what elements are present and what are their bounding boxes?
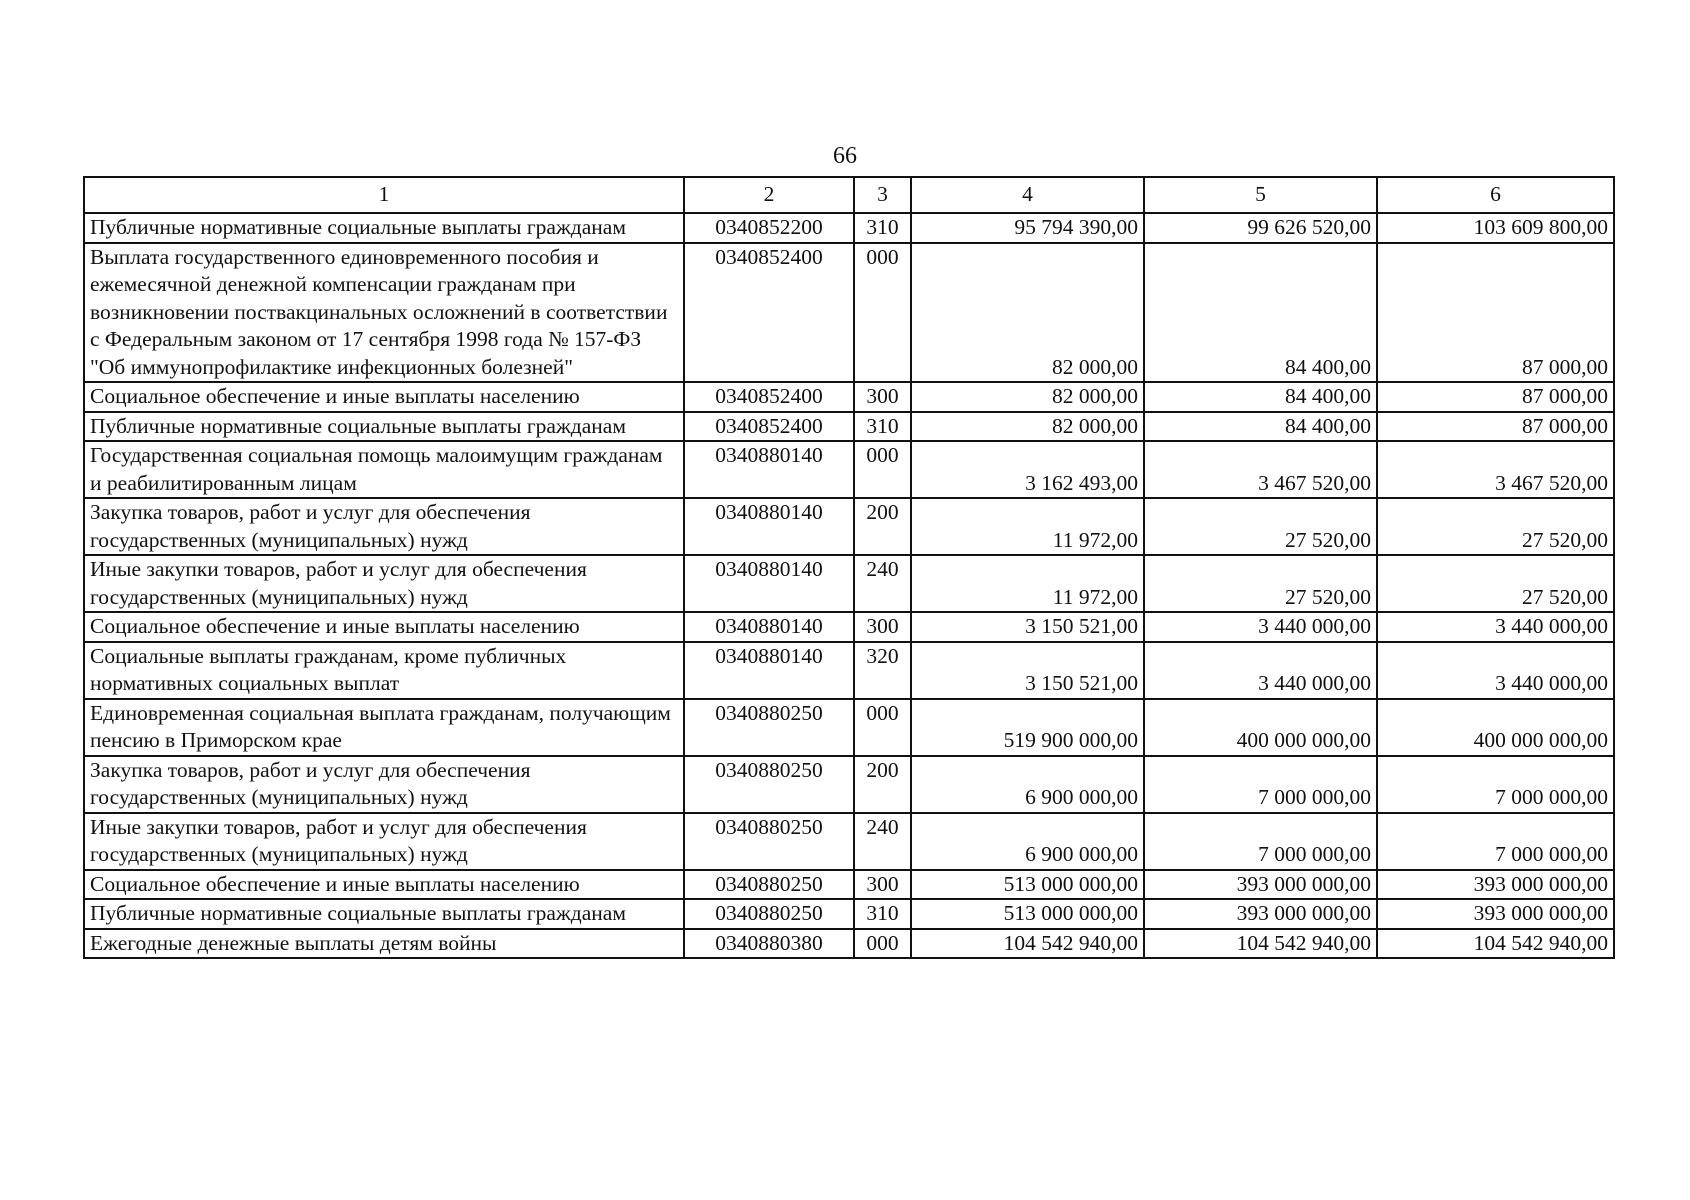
row-description: Социальное обеспечение и иные выплаты населению	[84, 612, 684, 642]
target-article-code: 0340880140	[684, 498, 854, 555]
amount-year-3: 27 520,00	[1377, 498, 1614, 555]
amount-year-1: 95 794 390,00	[911, 213, 1144, 243]
page-number: 66	[833, 143, 857, 169]
amount-year-2: 3 440 000,00	[1144, 612, 1377, 642]
expense-type-code: 000	[854, 441, 911, 498]
row-description: Публичные нормативные социальные выплаты гражданам	[84, 899, 684, 929]
expense-type-code: 240	[854, 555, 911, 612]
target-article-code: 0340852400	[684, 412, 854, 442]
column-header-5: 5	[1144, 177, 1377, 213]
amount-year-1: 3 162 493,00	[911, 441, 1144, 498]
amount-year-1: 11 972,00	[911, 498, 1144, 555]
column-header-1: 1	[84, 177, 684, 213]
amount-year-1: 6 900 000,00	[911, 813, 1144, 870]
amount-year-3: 87 000,00	[1377, 243, 1614, 383]
row-description: Социальное обеспечение и иные выплаты населению	[84, 382, 684, 412]
target-article-code: 0340880140	[684, 612, 854, 642]
table-row	[84, 498, 1614, 555]
amount-year-3: 7 000 000,00	[1377, 813, 1614, 870]
target-article-code: 0340880140	[684, 441, 854, 498]
row-description: Иные закупки товаров, работ и услуг для обеспечения государственных (муниципальных) нужд	[84, 813, 684, 870]
amount-year-1: 82 000,00	[911, 382, 1144, 412]
amount-year-3: 103 609 800,00	[1377, 213, 1614, 243]
expense-type-code: 300	[854, 612, 911, 642]
amount-year-1: 513 000 000,00	[911, 870, 1144, 900]
amount-year-3: 87 000,00	[1377, 382, 1614, 412]
amount-year-2: 393 000 000,00	[1144, 899, 1377, 929]
amount-year-2: 84 400,00	[1144, 243, 1377, 383]
table-row	[84, 213, 1614, 243]
amount-year-3: 3 440 000,00	[1377, 612, 1614, 642]
target-article-code: 0340880250	[684, 756, 854, 813]
row-description: Ежегодные денежные выплаты детям войны	[84, 929, 684, 959]
table-row	[84, 555, 1614, 612]
target-article-code: 0340880380	[684, 929, 854, 959]
amount-year-2: 7 000 000,00	[1144, 813, 1377, 870]
table-row	[84, 929, 1614, 959]
target-article-code: 0340880250	[684, 870, 854, 900]
expense-type-code: 200	[854, 498, 911, 555]
row-description: Закупка товаров, работ и услуг для обеспечения государственных (муниципальных) нужд	[84, 756, 684, 813]
amount-year-2: 3 440 000,00	[1144, 642, 1377, 699]
row-description: Государственная социальная помощь малоимущим гражданам и реабилитированным лицам	[84, 441, 684, 498]
expense-type-code: 310	[854, 213, 911, 243]
table-row	[84, 412, 1614, 442]
expense-type-code: 000	[854, 929, 911, 959]
amount-year-2: 27 520,00	[1144, 498, 1377, 555]
column-header-4: 4	[911, 177, 1144, 213]
expense-type-code: 300	[854, 870, 911, 900]
expense-type-code: 240	[854, 813, 911, 870]
column-header-3: 3	[854, 177, 911, 213]
amount-year-2: 99 626 520,00	[1144, 213, 1377, 243]
expense-type-code: 300	[854, 382, 911, 412]
table-row	[84, 699, 1614, 756]
amount-year-1: 513 000 000,00	[911, 899, 1144, 929]
table-row	[84, 756, 1614, 813]
expense-type-code: 200	[854, 756, 911, 813]
target-article-code: 0340880250	[684, 813, 854, 870]
amount-year-2: 84 400,00	[1144, 412, 1377, 442]
target-article-code: 0340880250	[684, 699, 854, 756]
amount-year-1: 6 900 000,00	[911, 756, 1144, 813]
amount-year-3: 393 000 000,00	[1377, 899, 1614, 929]
expense-type-code: 310	[854, 899, 911, 929]
target-article-code: 0340852200	[684, 213, 854, 243]
expense-type-code: 320	[854, 642, 911, 699]
amount-year-1: 3 150 521,00	[911, 612, 1144, 642]
table-row	[84, 899, 1614, 929]
amount-year-1: 519 900 000,00	[911, 699, 1144, 756]
row-description: Публичные нормативные социальные выплаты гражданам	[84, 412, 684, 442]
budget-table	[83, 176, 1615, 959]
amount-year-1: 11 972,00	[911, 555, 1144, 612]
target-article-code: 0340880140	[684, 642, 854, 699]
amount-year-1: 82 000,00	[911, 243, 1144, 383]
column-header-6: 6	[1377, 177, 1614, 213]
amount-year-3: 7 000 000,00	[1377, 756, 1614, 813]
amount-year-3: 27 520,00	[1377, 555, 1614, 612]
row-description: Публичные нормативные социальные выплаты гражданам	[84, 213, 684, 243]
amount-year-2: 3 467 520,00	[1144, 441, 1377, 498]
amount-year-3: 3 467 520,00	[1377, 441, 1614, 498]
row-description: Иные закупки товаров, работ и услуг для обеспечения государственных (муниципальных) нужд	[84, 555, 684, 612]
expense-type-code: 000	[854, 243, 911, 383]
table-header-row	[84, 177, 1614, 213]
amount-year-2: 7 000 000,00	[1144, 756, 1377, 813]
amount-year-3: 87 000,00	[1377, 412, 1614, 442]
amount-year-2: 400 000 000,00	[1144, 699, 1377, 756]
amount-year-2: 27 520,00	[1144, 555, 1377, 612]
table-row	[84, 642, 1614, 699]
row-description: Социальные выплаты гражданам, кроме публичных нормативных социальных выплат	[84, 642, 684, 699]
row-description: Социальное обеспечение и иные выплаты населению	[84, 870, 684, 900]
expense-type-code: 310	[854, 412, 911, 442]
amount-year-3: 3 440 000,00	[1377, 642, 1614, 699]
target-article-code: 0340852400	[684, 243, 854, 383]
row-description: Выплата государственного единовременного пособия и ежемесячной денежной компенсации гражданам при возникновении поствакцинальных осложнений в соответствии с Федеральным законом от 17 сентября 1998 года № 157-ФЗ "Об иммунопрофилактике инфекционных болезней"	[84, 243, 684, 383]
table-row	[84, 441, 1614, 498]
column-header-2: 2	[684, 177, 854, 213]
table-row	[84, 612, 1614, 642]
amount-year-1: 104 542 940,00	[911, 929, 1144, 959]
expense-type-code: 000	[854, 699, 911, 756]
amount-year-3: 393 000 000,00	[1377, 870, 1614, 900]
table-row	[84, 813, 1614, 870]
amount-year-2: 393 000 000,00	[1144, 870, 1377, 900]
amount-year-3: 400 000 000,00	[1377, 699, 1614, 756]
table-row	[84, 243, 1614, 383]
amount-year-1: 82 000,00	[911, 412, 1144, 442]
amount-year-3: 104 542 940,00	[1377, 929, 1614, 959]
amount-year-2: 84 400,00	[1144, 382, 1377, 412]
table-row	[84, 382, 1614, 412]
row-description: Единовременная социальная выплата гражданам, получающим пенсию в Приморском крае	[84, 699, 684, 756]
table-body	[84, 213, 1614, 958]
target-article-code: 0340880140	[684, 555, 854, 612]
amount-year-2: 104 542 940,00	[1144, 929, 1377, 959]
target-article-code: 0340880250	[684, 899, 854, 929]
target-article-code: 0340852400	[684, 382, 854, 412]
row-description: Закупка товаров, работ и услуг для обеспечения государственных (муниципальных) нужд	[84, 498, 684, 555]
amount-year-1: 3 150 521,00	[911, 642, 1144, 699]
table-row	[84, 870, 1614, 900]
